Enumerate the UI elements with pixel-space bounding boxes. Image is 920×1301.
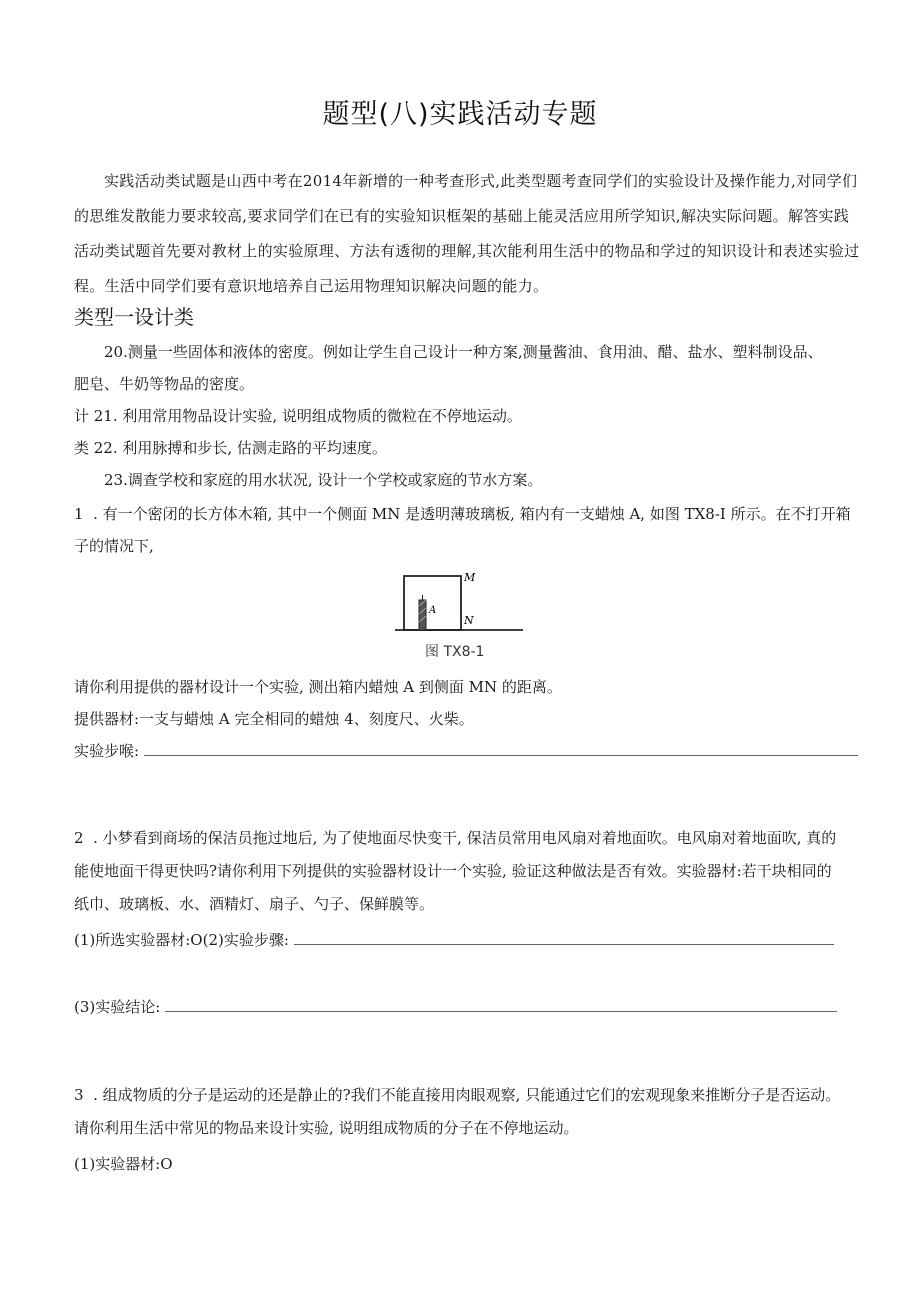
- question-1-text: 请你利用提供的器材设计一个实验, 测出箱内蜡烛 A 到侧面 MN 的距离。: [74, 678, 562, 696]
- part-1-label: (1)实验器材:O: [74, 1155, 173, 1173]
- part-3-label: (3)实验结论:: [74, 998, 161, 1016]
- label-a: A: [429, 605, 437, 616]
- intro-text: 实践活动类试题是山西中考在2014年新增的一种考查形式,此类型题考查同学们的实验设计及操作能力,对同学们的思维发散能力要求较高,要求同学们在已有的实验知识框架的基础上能灵活应用所学知识,解决实际问题。解答实践活动类试题首先要对教材上的实验原理、方法有透彻的理解,其次能利用生活中的物品和学过的知识设计和表述实验过程。生活中同学们要有意识地培养自己运用物理知识解决问题的能力。: [74, 172, 860, 295]
- answer-blank[interactable]: [144, 741, 858, 756]
- list-item: 23.调查学校和家庭的用水状况, 设计一个学校或家庭的节水方案。: [104, 471, 543, 489]
- label-n: N: [464, 614, 474, 627]
- box-diagram: [395, 568, 535, 636]
- answer-line: [74, 929, 834, 951]
- question-2-text: 2 . 小梦看到商场的保洁员拖过地后, 为了使地面尽快变干, 保洁员常用电风扇对着地面吹。电风扇对着地面吹, 真的: [74, 829, 837, 847]
- answer-blank[interactable]: [165, 997, 837, 1012]
- list-item: 类 22. 利用脉搏和步长, 估测走路的平均速度。: [74, 439, 387, 457]
- answer-line: [74, 996, 837, 1018]
- page-title: 题型(八)实践活动专题: [322, 99, 598, 130]
- candle-icon: [419, 600, 426, 630]
- label-m: M: [464, 571, 476, 584]
- question-2-text: 能使地面干得更快吗?请你利用下列提供的实验器材设计一个实验, 验证这种做法是否有效。实验器材:若干块相同的: [74, 862, 832, 880]
- box-outline: [404, 576, 461, 630]
- part-1-label: (1)所选实验器材:O(2)实验步骤:: [74, 931, 289, 949]
- question-1-text: 1 . 有一个密闭的长方体木箱, 其中一个侧面 MN 是透明薄玻璃板, 箱内有一支蜡烛 A, 如图 TX8-I 所示。在不打开箱: [74, 505, 851, 523]
- answer-line: [74, 740, 858, 762]
- question-2-text: 纸巾、玻璃板、水、酒精灯、扇子、勺子、保鲜膜等。: [74, 895, 435, 913]
- list-item: 计 21. 利用常用物品设计实验, 说明组成物质的微粒在不停地运动。: [74, 407, 522, 425]
- question-3-text: 3 . 组成物质的分子是运动的还是静止的?我们不能直接用肉眼观察, 只能通过它们的宏观现象来推断分子是否运动。: [74, 1086, 841, 1104]
- list-item: 20.测量一些固体和液体的密度。例如让学生自己设计一种方案,测量酱油、食用油、醋、盐水、塑料制设品、: [104, 343, 823, 361]
- steps-label: 实验步喉:: [74, 742, 140, 760]
- question-1-text: 提供器材:一支与蜡烛 A 完全相同的蜡烛 4、刻度尺、火柴。: [74, 710, 474, 728]
- section-heading: 类型一设计类: [74, 305, 194, 329]
- figure-caption: 图 TX8-1: [425, 644, 485, 660]
- intro-paragraph: [74, 164, 860, 304]
- question-3-text: 请你利用生活中常见的物品来设计实验, 说明组成物质的分子在不停地运动。: [74, 1119, 579, 1137]
- answer-blank[interactable]: [294, 930, 834, 945]
- question-1-text: 子的情况下,: [74, 537, 154, 555]
- list-item: 肥皂、牛奶等物品的密度。: [74, 375, 255, 393]
